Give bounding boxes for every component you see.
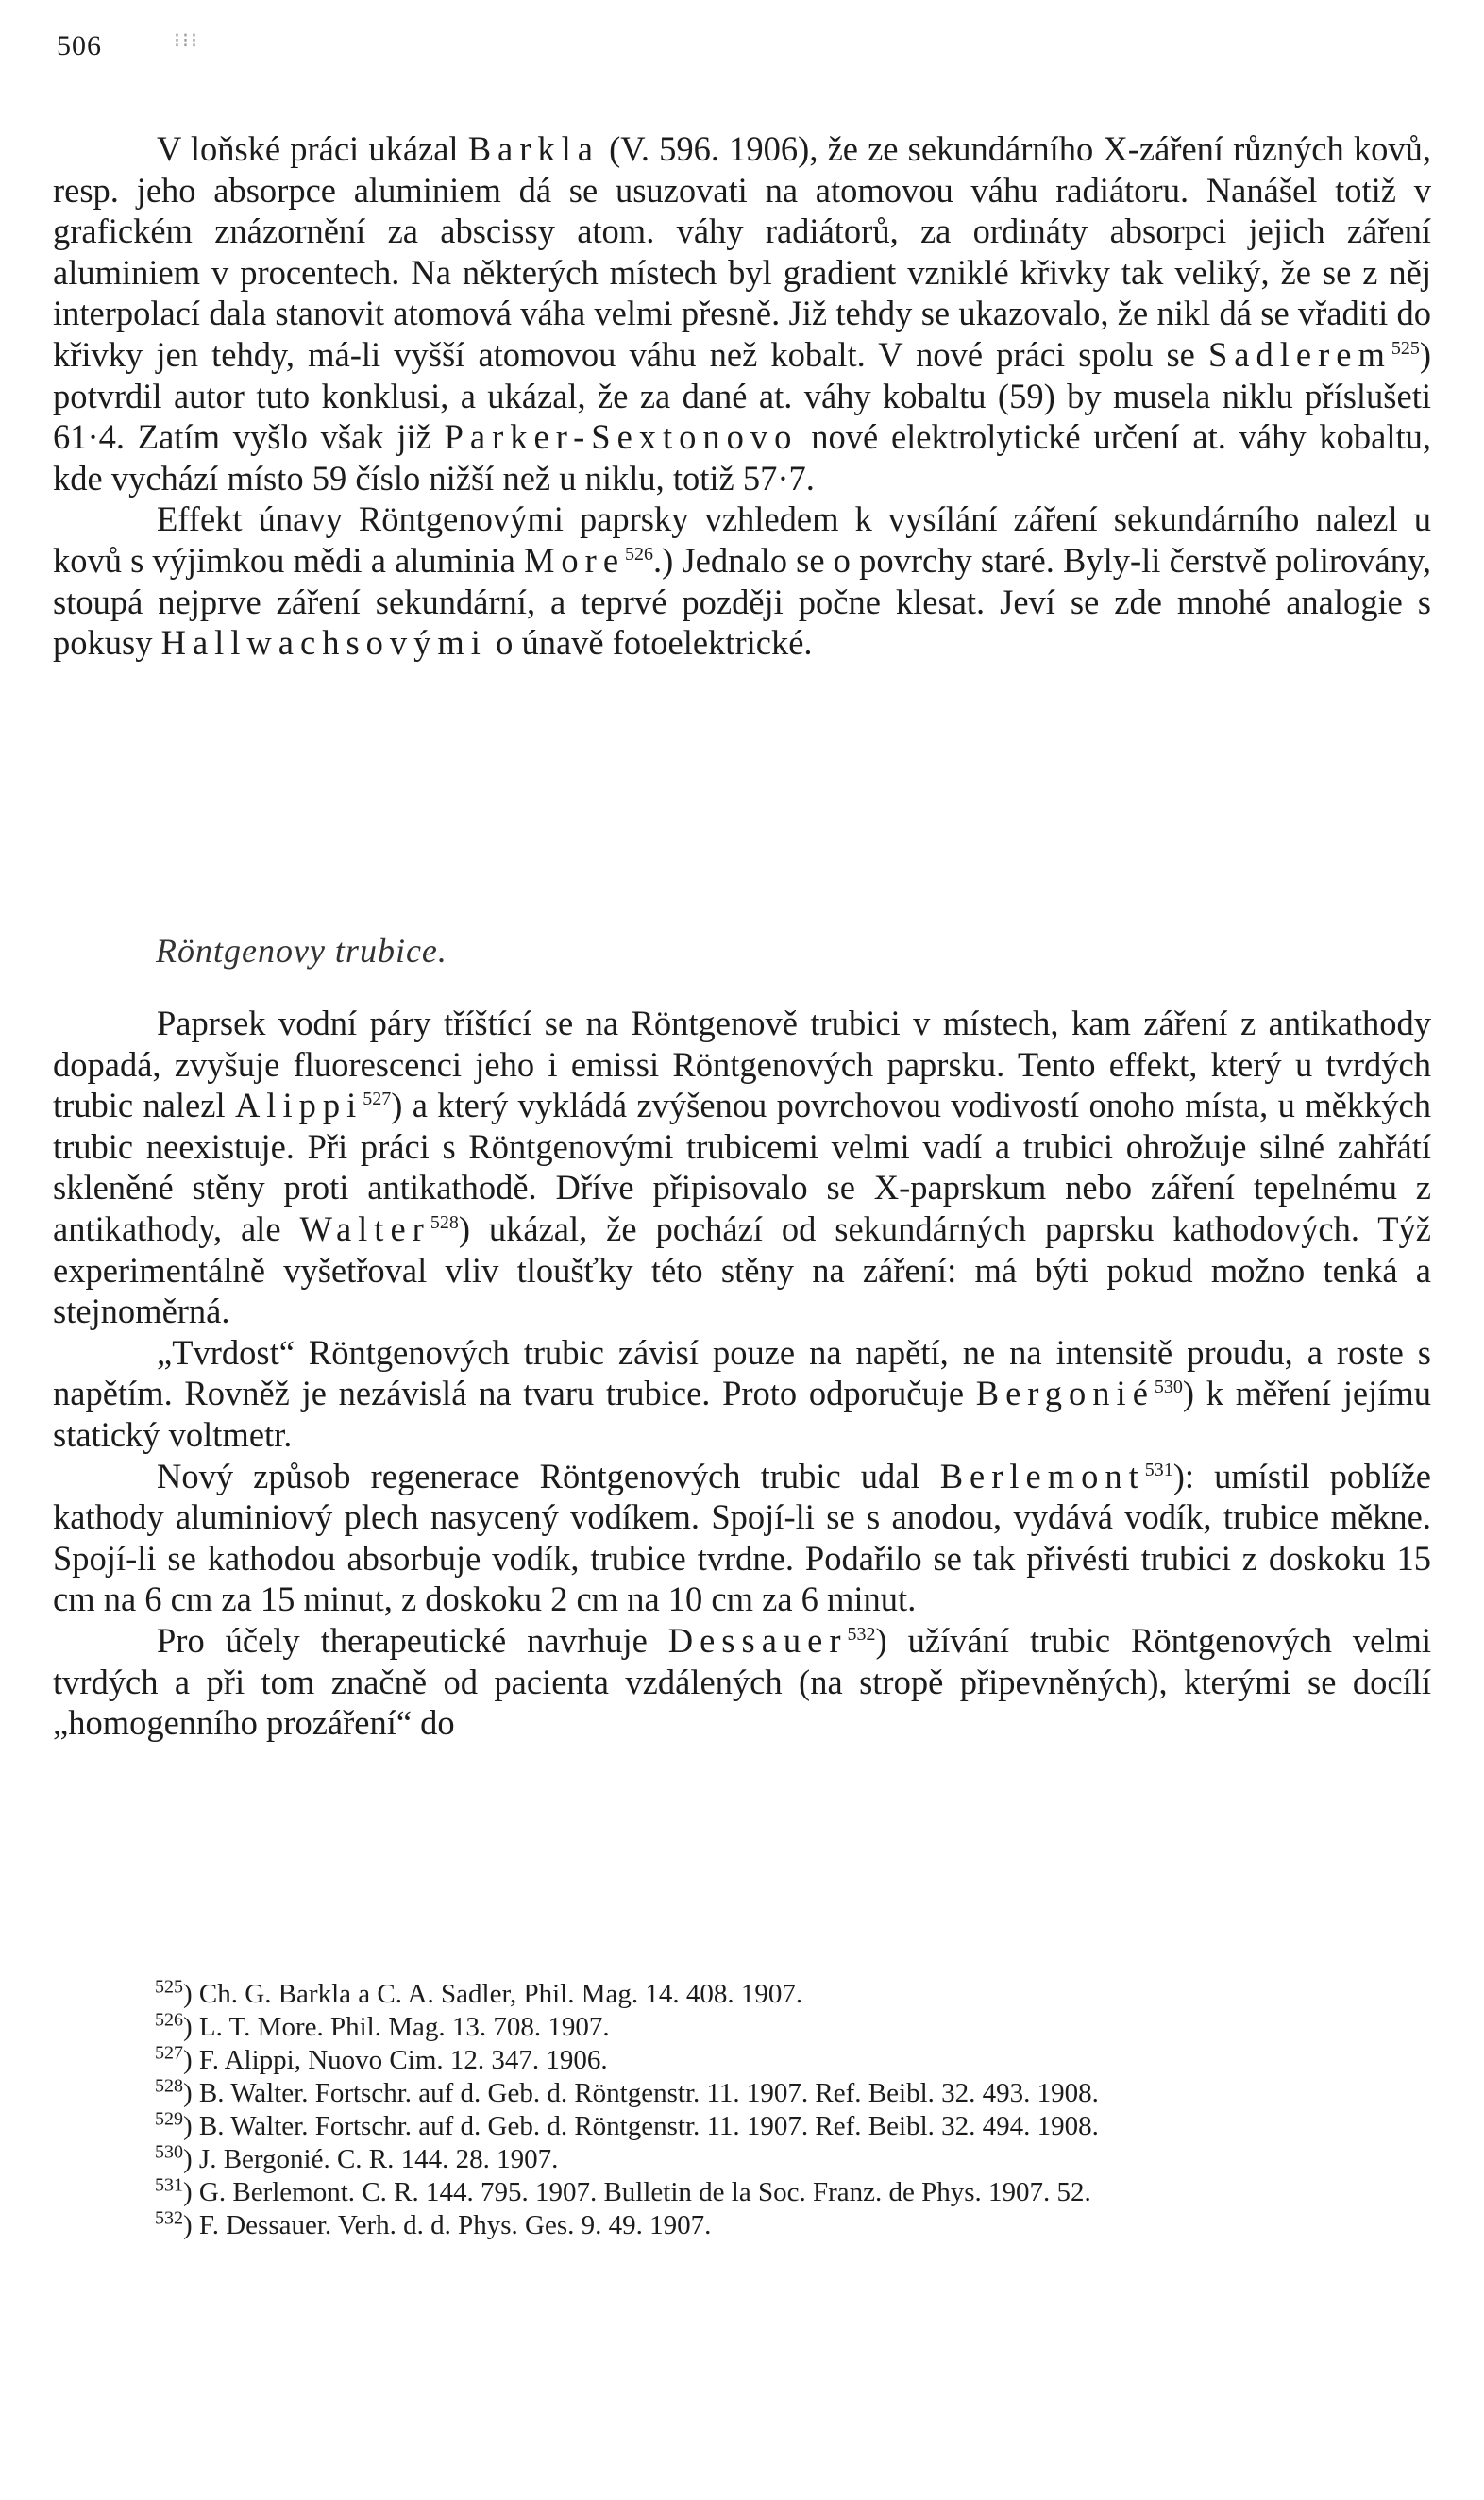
- text-run: V loňské práci ukázal: [157, 129, 468, 168]
- paragraph-barkla: [53, 128, 1431, 498]
- footnote: [53, 2077, 1403, 2110]
- author-name: More: [523, 540, 626, 580]
- footnote-number: 527: [155, 2042, 183, 2064]
- footnote-ref: 531: [1144, 1459, 1173, 1480]
- footnote-ref: 525: [1391, 337, 1420, 359]
- author-name: Hallwachsovými: [160, 623, 487, 663]
- text-run: ) ukázal, že pochází od sekundárných paprsku kathodových. Týž experimentálně vyšetřoval vliv tloušťky této stěny na záření: má býti pokud možno tenká a stejnoměrná.: [53, 1208, 1431, 1331]
- author-name: Alippi: [234, 1086, 363, 1125]
- text-run: Paprsek vodní páry tříštící se na Röntgenově trubici v místech, kam záření z antikathody dopadá, zvyšuje fluorescenci jeho i emissi Röntgenových paprsku. Tento effekt, který u tvrdých trubic nalezl: [53, 1004, 1431, 1125]
- text-run: ): umístil poblíže kathody aluminiový plech nasycený vodíkem. Spojí-li se s anodou, vydává vodík, trubice měkne. Spojí-li se kathodou absorbuje vodík, trubice tvrdne. Podařilo se tak přivésti trubici z doskoku 15 cm na 6 cm za 15 minut, z doskoku 2 cm na 10 cm za 6 minut.: [53, 1456, 1431, 1619]
- footnote-ref: 532: [847, 1623, 876, 1645]
- text-run: Nový způsob regenerace Röntgenových trubic udal: [157, 1456, 940, 1495]
- footnote-text: ) J. Bergonié. C. R. 144. 28. 1907.: [183, 2144, 559, 2174]
- paragraph-effekt: [53, 498, 1431, 663]
- text-run: (V. 596. 1906), že ze sekundárního X-záření různých kovů, resp. jeho absorpce aluminiem dá se usuzovati na atomovou váhu radiátoru. Nanášel totiž v grafickém znázornění za abscissy atom. váhy radiátorů, za ordináty absorpci jejich záření aluminiem v procentech. Na některých místech byl gradient vzniklé křivky tak veliký, že se z něj interpolací dala stanovit atomová váha velmi přesně. Již tehdy se ukazovalo, že nikl dá se vřaditi do křivky jen tehdy, má-li vyšší atomovou váhu než kobalt. V nové práci spolu se: [53, 129, 1431, 374]
- footnote-number: 530: [155, 2141, 183, 2163]
- footnote-text: ) G. Berlemont. C. R. 144. 795. 1907. Bulletin de la Soc. Franz. de Phys. 1907. 52.: [183, 2177, 1091, 2207]
- footnote-ref: 527: [363, 1089, 392, 1110]
- footnote-number: 526: [155, 2009, 183, 2031]
- footnote-ref: 528: [430, 1211, 459, 1233]
- paragraph-therapeutic: [53, 1620, 1431, 1744]
- text-run: ) a který vykládá zvýšenou povrchovou vodivostí onoho místa, u měkkých trubic neexistuje. Při práci s Röntgenovými trubicemi velmi vadí a trubici ohrožuje silné zahřátí skleněné stěny proti antikathodě. Dříve připisovalo se X-paprskum nebo záření tepelnému z antikathody, ale: [53, 1086, 1431, 1248]
- section-heading: Röntgenovy trubice.: [156, 932, 447, 970]
- text-run: o únavě fotoelektrické.: [486, 623, 813, 663]
- footnote-number: 528: [155, 2075, 183, 2097]
- footnote: [53, 2176, 1403, 2209]
- footnote: [53, 2110, 1403, 2143]
- text-run: .) Jednalo se o povrchy staré. Byly-li čerstvě polirovány, stoupá nejprve záření sekundární, a teprvé později počne klesat. Jeví se zde mnohé analogie s pokusy: [53, 540, 1431, 663]
- footnote-number: 529: [155, 2108, 183, 2130]
- footnote-text: ) B. Walter. Fortschr. auf d. Geb. d. Röntgenstr. 11. 1907. Ref. Beibl. 32. 494. 1908.: [183, 2111, 1099, 2141]
- footnote-number: 532: [155, 2207, 183, 2229]
- footnote-ref: 530: [1154, 1377, 1183, 1398]
- footnote: [53, 2143, 1403, 2176]
- text-run: ) potvrdil autor tuto konklusi, a ukázal, že za dané at. váhy kobaltu (59) by musela niklu příslušeti 61·4. Zatím vyšlo však již: [53, 334, 1431, 457]
- footnote-number: 525: [155, 1976, 183, 1998]
- text-run: ) užívání trubic Röntgenových velmi tvrdých a při tom značně od pacienta vzdálených (na stropě připevněných), kterými se docílí „homogenního prozáření“ do: [53, 1620, 1431, 1743]
- main-text: [53, 128, 1431, 664]
- footnote-text: ) F. Alippi, Nuovo Cim. 12. 347. 1906.: [183, 2045, 608, 2075]
- author-name: Parker-Sextonovo: [444, 417, 799, 457]
- footnote-text: ) L. T. More. Phil. Mag. 13. 708. 1907.: [183, 2012, 610, 2042]
- footnote: [53, 2011, 1403, 2044]
- footnote-text: ) Ch. G. Barkla a C. A. Sadler, Phil. Mag. 14. 408. 1907.: [183, 1979, 803, 2009]
- author-name: Barkla: [467, 129, 599, 168]
- section-text: [53, 1003, 1431, 1744]
- page-number: 506: [57, 30, 102, 61]
- header-mark: ⁝⁝⁝: [174, 28, 199, 52]
- footnotes: [53, 1978, 1403, 2242]
- text-run: ) k měření jejímu statický voltmetr.: [53, 1374, 1431, 1454]
- footnote: [53, 1978, 1403, 2011]
- paragraph-tvrdost: [53, 1332, 1431, 1456]
- paragraph-regenerace: [53, 1456, 1431, 1620]
- footnote-text: ) B. Walter. Fortschr. auf d. Geb. d. Röntgenstr. 11. 1907. Ref. Beibl. 32. 493. 1908.: [183, 2078, 1099, 2108]
- paragraph-paprsek: [53, 1003, 1431, 1332]
- author-name: Dessauer: [667, 1620, 848, 1660]
- author-name: Berlemont: [939, 1456, 1145, 1495]
- text-run: Pro účely therapeutické navrhuje: [157, 1620, 668, 1660]
- footnote-text: ) F. Dessauer. Verh. d. d. Phys. Ges. 9. 49. 1907.: [183, 2210, 712, 2240]
- author-name: Bergonié: [975, 1374, 1155, 1413]
- footnote: [53, 2209, 1403, 2242]
- footnote-number: 531: [155, 2174, 183, 2196]
- footnote: [53, 2044, 1403, 2077]
- footnote-ref: 526: [625, 543, 654, 565]
- text-run: Effekt únavy Röntgenovými paprsky vzhledem k vysílání záření sekundárního nalezl u kovů s výjimkou mědi a aluminia: [53, 499, 1431, 580]
- text-run: „Tvrdost“ Röntgenových trubic závisí pouze na napětí, ne na intensitě proudu, a roste s napětím. Rovněž je nezávislá na tvaru trubice. Proto odporučuje: [53, 1332, 1431, 1413]
- text-run: nové elektrolytické určení at. váhy kobaltu, kde vychází místo 59 číslo nižší než u niklu, totiž 57·7.: [53, 417, 1431, 498]
- author-name: Sadlerem: [1208, 334, 1391, 374]
- author-name: Walter: [299, 1208, 430, 1248]
